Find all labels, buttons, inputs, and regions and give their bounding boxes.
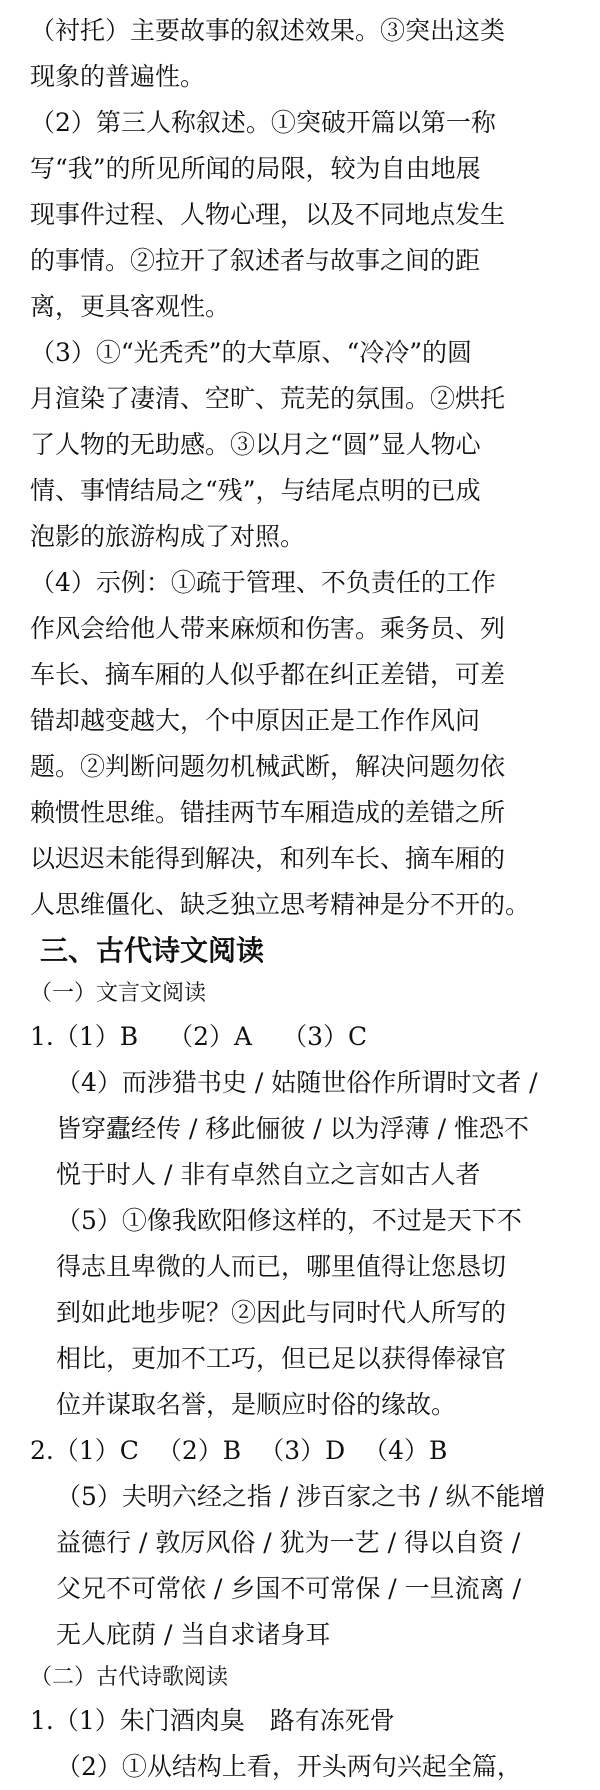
text-line: 的事情。②拉开了叙述者与故事之间的距 <box>30 246 481 275</box>
question-2-answers <box>30 1428 578 1658</box>
subsection-title-classical-prose: （一）文言文阅读 <box>30 981 207 1006</box>
text-line: （5）①像我欧阳修这样的，不过是天下不 <box>56 1206 522 1235</box>
text-line: 错却越变越大，个中原因正是工作作风问 <box>30 706 481 735</box>
answer-item: （4）B <box>363 1436 448 1465</box>
text-line: （4）示例：①疏于管理、不负责任的工作 <box>30 568 496 597</box>
answer-item: （3）D <box>259 1436 346 1465</box>
answer-row <box>30 1428 578 1474</box>
subsection-title-classical-poetry: （二）古代诗歌阅读 <box>30 1665 229 1690</box>
text-line: 到如此地步呢？②因此与同时代人所写的 <box>56 1298 507 1327</box>
text-line: 月渲染了凄清、空旷、荒芜的氛围。②烘托 <box>30 384 506 413</box>
text-line: （5）夫明六经之指 / 涉百家之书 / 纵不能增 <box>56 1482 546 1511</box>
question-number: 1. <box>30 1022 54 1051</box>
text-line: 以迟迟未能得到解决，和列车长、摘车厢的 <box>30 844 506 873</box>
text-line: （2）第三人称叙述。①突破开篇以第一称 <box>30 108 496 137</box>
answer-block-indented <box>30 1744 578 1790</box>
text-line: 情、事情结局之“残”，与结尾点明的已成 <box>30 476 481 505</box>
text-line: 位并谋取名誉，是顺应时俗的缘故。 <box>56 1390 457 1419</box>
answer-item: （2）A <box>168 1022 253 1051</box>
text-line: 了人物的无助感。③以月之“圆”显人物心 <box>30 430 481 459</box>
text-line: 人思维僵化、缺乏独立思考精神是分不开的。 <box>30 890 531 919</box>
text-line: 得志且卑微的人而已，哪里值得让您恳切 <box>56 1252 507 1281</box>
answer-row <box>30 1014 578 1060</box>
answer-block-indented <box>30 1060 578 1428</box>
text-line: 父兄不可常依 / 乡国不可常保 / 一旦流离 / <box>56 1574 522 1603</box>
answer-4-example <box>30 560 578 928</box>
answer-item: （1）C <box>53 1436 139 1465</box>
question-number: 2. <box>30 1436 54 1465</box>
answer-item: （1）朱门酒肉臭 路有冻死骨 <box>53 1706 395 1735</box>
text-line: 赖惯性思维。错挂两节车厢造成的差错之所 <box>30 798 506 827</box>
text-line: 离，更具客观性。 <box>30 292 231 321</box>
answer-block-indented <box>30 1474 578 1658</box>
text-line: 益德行 / 敦厉风俗 / 犹为一艺 / 得以自资 / <box>56 1528 521 1557</box>
text-line: （衬托）主要故事的叙述效果。③突出这类 <box>30 16 506 45</box>
text-line: 无人庇荫 / 当自求诸身耳 <box>56 1620 331 1649</box>
question-1-poetry-answers <box>30 1698 578 1790</box>
text-line: 车长、摘车厢的人似乎都在纠正差错，可差 <box>30 660 506 689</box>
text-line: 题。②判断问题勿机械武断，解决问题勿依 <box>30 752 506 781</box>
answer-item: （2）B <box>156 1436 242 1465</box>
question-number: 1. <box>30 1706 54 1735</box>
text-line: （4）而涉猎书史 / 姑随世俗作所谓时文者 / <box>56 1068 538 1097</box>
text-line: 现事件过程、人物心理，以及不同地点发生 <box>30 200 506 229</box>
text-line: 相比，更加不工巧，但已足以获得俸禄官 <box>56 1344 507 1373</box>
answer-row <box>30 1698 578 1744</box>
answer-2-third-person <box>30 100 578 330</box>
text-line: （2）①从结构上看，开头两句兴起全篇， <box>56 1752 522 1781</box>
text-line: 现象的普遍性。 <box>30 62 206 91</box>
text-line: 作风会给他人带来麻烦和伤害。乘务员、列 <box>30 614 506 643</box>
text-line: （3）①“光秃秃”的大草原、“冷冷”的圆 <box>30 338 473 367</box>
answer-item: （3）C <box>282 1022 368 1051</box>
answer-3-atmosphere <box>30 330 578 560</box>
section-title: 三、古代诗文阅读 <box>40 934 265 967</box>
text-line: 悦于时人 / 非有卓然自立之言如古人者 <box>56 1160 481 1189</box>
answer-item: （1）B <box>53 1022 139 1051</box>
question-1-answers <box>30 1014 578 1428</box>
text-line: 泡影的旅游构成了对照。 <box>30 522 306 551</box>
paragraph-contrast-effect <box>30 8 578 100</box>
text-line: 写“我”的所见所闻的局限，较为自由地展 <box>30 154 481 183</box>
text-line: 皆穿蠹经传 / 移此俪彼 / 以为浮薄 / 惟恐不 <box>56 1114 529 1143</box>
